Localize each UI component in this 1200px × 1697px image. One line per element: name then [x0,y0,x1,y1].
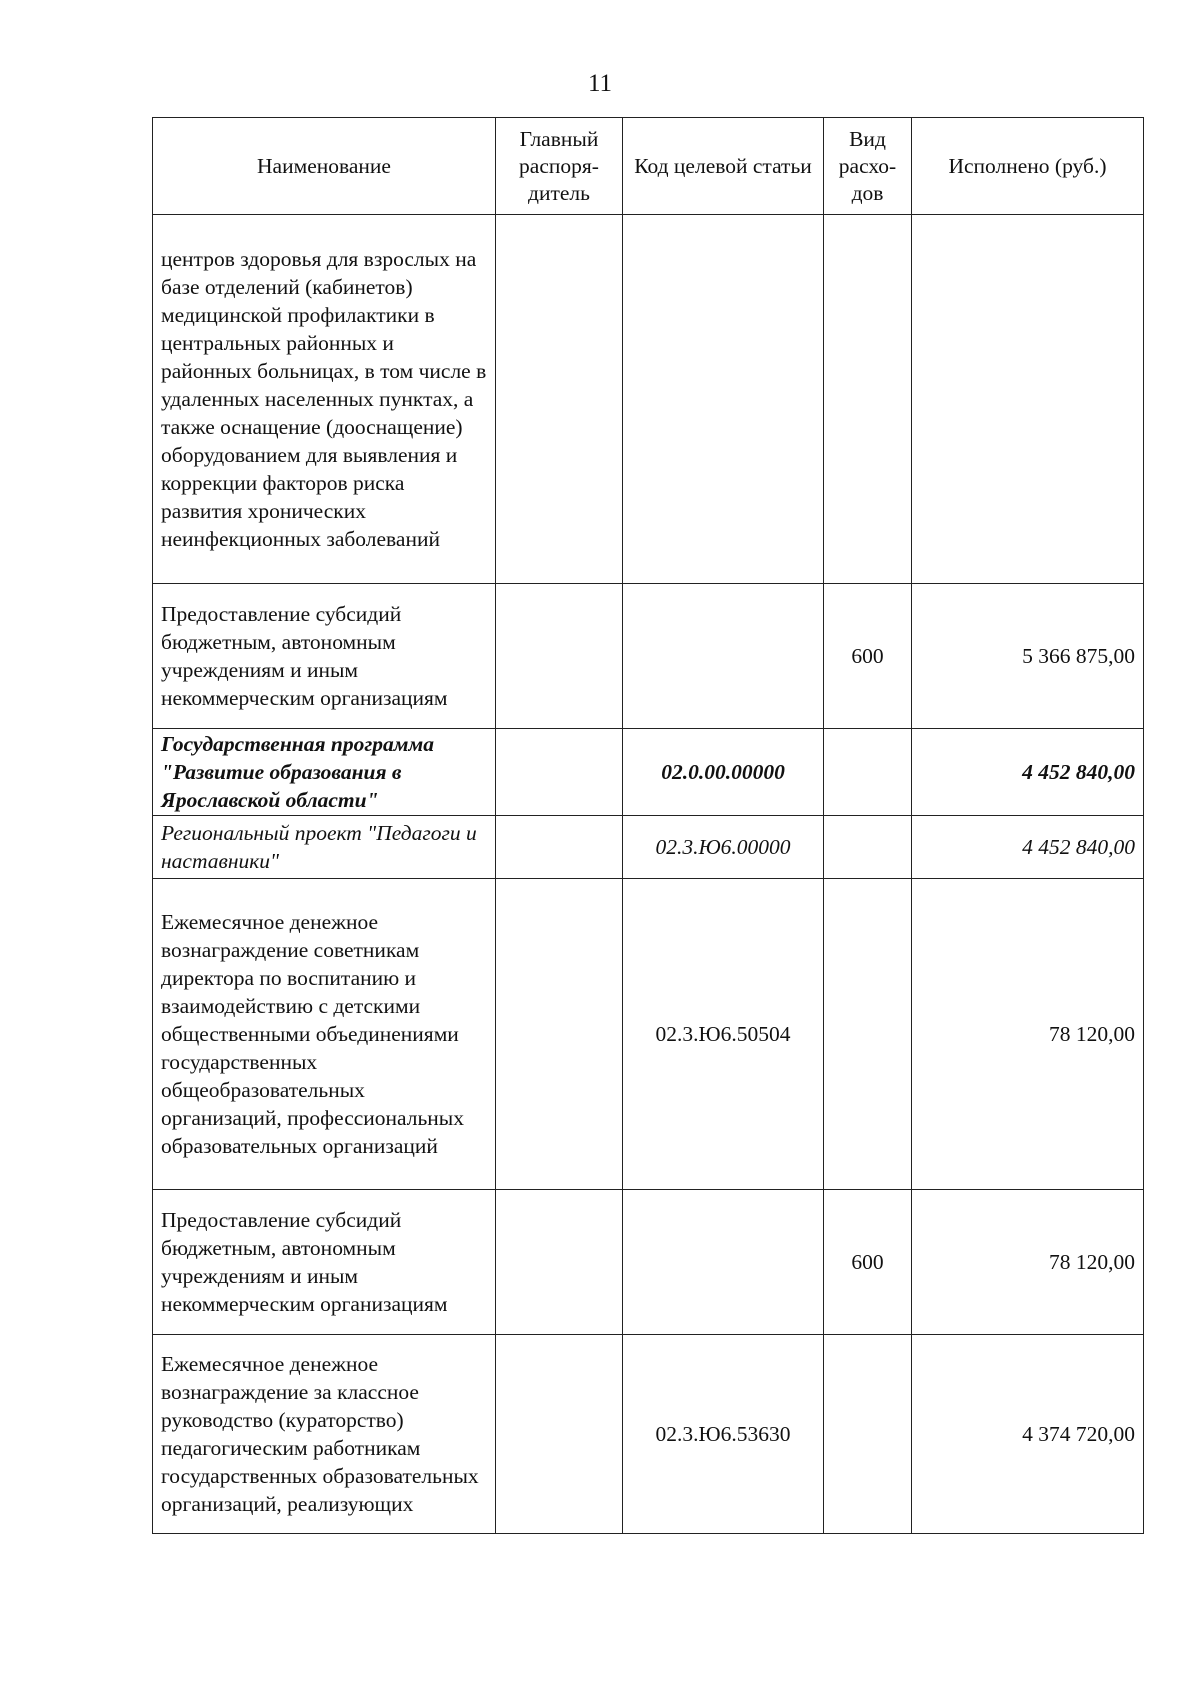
header-name: Наименование [153,118,496,215]
header-target-code: Код целевой статьи [623,118,824,215]
row-executed: 4 452 840,00 [912,816,1144,879]
row-name: Государственная программа "Развитие образования в Ярославской области" [153,729,496,816]
row-main-manager [496,1190,623,1335]
row-target-code [623,584,824,729]
table-row [153,879,1144,1190]
row-executed: 5 366 875,00 [912,584,1144,729]
table-row [153,816,1144,879]
row-target-code [623,1190,824,1335]
row-expense-type [824,215,912,584]
row-executed: 78 120,00 [912,879,1144,1190]
row-executed: 4 374 720,00 [912,1335,1144,1534]
row-expense-type [824,1335,912,1534]
header-expense-type: Вид расхо-дов [824,118,912,215]
row-main-manager [496,879,623,1190]
row-expense-type: 600 [824,1190,912,1335]
row-target-code: 02.0.00.00000 [623,729,824,816]
table-row [153,1190,1144,1335]
header-executed: Исполнено (руб.) [912,118,1144,215]
page-number: 11 [587,70,613,97]
header-main-manager: Главный распоря-дитель [496,118,623,215]
row-name: Региональный проект "Педагоги и наставники" [153,816,496,879]
table-row [153,215,1144,584]
row-executed: 4 452 840,00 [912,729,1144,816]
row-target-code [623,215,824,584]
budget-execution-table [152,117,1144,1534]
table-row [153,584,1144,729]
row-expense-type [824,729,912,816]
row-name: Ежемесячное денежное вознаграждение за классное руководство (кураторство) педагогическим работникам государственных образовательных организаций, реализующих [153,1335,496,1534]
row-name: Предоставление субсидий бюджетным, автономным учреждениям и иным некоммерческим организациям [153,1190,496,1335]
row-executed [912,215,1144,584]
table-row [153,1335,1144,1534]
table-row [153,729,1144,816]
table-header-row [153,118,1144,215]
row-main-manager [496,816,623,879]
row-expense-type: 600 [824,584,912,729]
row-expense-type [824,879,912,1190]
row-expense-type [824,816,912,879]
row-executed: 78 120,00 [912,1190,1144,1335]
row-main-manager [496,729,623,816]
row-name: Ежемесячное денежное вознаграждение советникам директора по воспитанию и взаимодействию с детскими общественными объединениями государственных общеобразовательных организаций, профессиональных образовательных организаций [153,879,496,1190]
row-name: Предоставление субсидий бюджетным, автономным учреждениям и иным некоммерческим организациям [153,584,496,729]
row-main-manager [496,1335,623,1534]
row-target-code: 02.3.Ю6.53630 [623,1335,824,1534]
row-name: центров здоровья для взрослых на базе отделений (кабинетов) медицинской профилактики в центральных районных и районных больницах, в том числе в удаленных населенных пунктах, а также оснащение (дооснащение) оборудованием для выявления и коррекции факторов риска развития хронических неинфекционных заболеваний [153,215,496,584]
row-target-code: 02.3.Ю6.00000 [623,816,824,879]
row-target-code: 02.3.Ю6.50504 [623,879,824,1190]
row-main-manager [496,215,623,584]
row-main-manager [496,584,623,729]
